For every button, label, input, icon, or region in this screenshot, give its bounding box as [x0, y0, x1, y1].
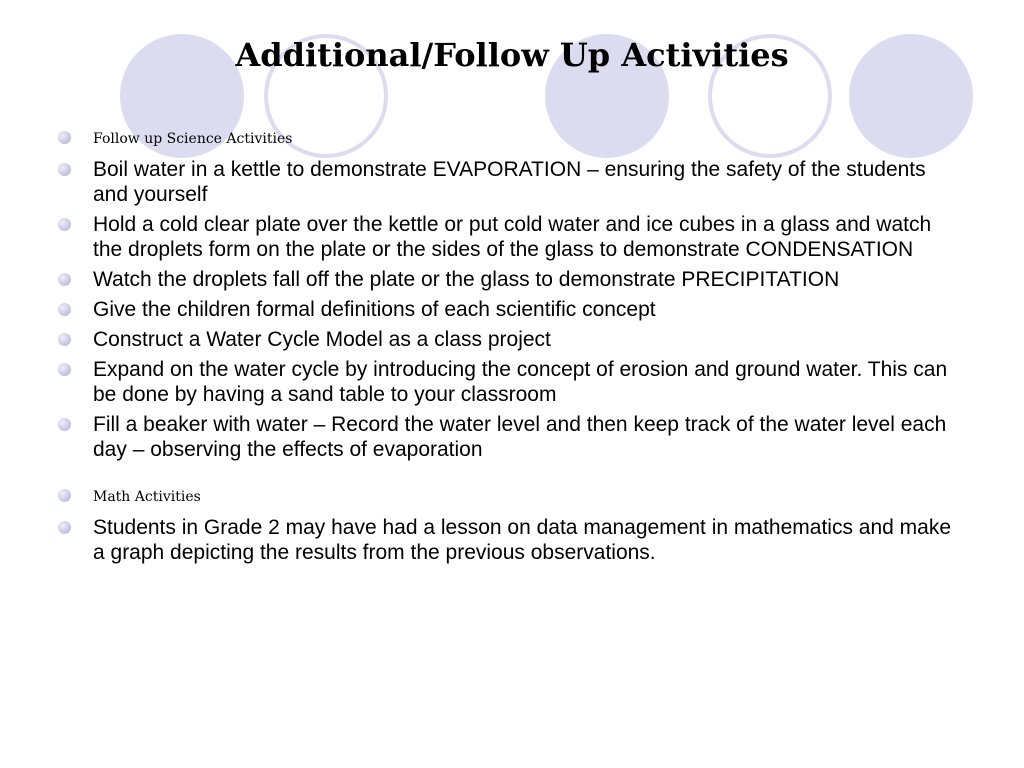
bullet-icon [58, 418, 71, 431]
bullet-text: Hold a cold clear plate over the kettle or put cold water and ice cubes in a glass and watch the droplets form on the plate or the sides of the glass to demonstrate CONDENSATION [93, 213, 932, 261]
bullet-text: Students in Grade 2 may have had a lesson on data management in mathematics and make a graph depicting the results from the previous observations. [93, 516, 952, 564]
bullet-list [56, 130, 966, 570]
bullet-item [56, 412, 966, 462]
bullet-text: Watch the droplets fall off the plate or the glass to demonstrate PRECIPITATION [93, 268, 840, 291]
bullet-icon [58, 333, 71, 346]
bullet-item [56, 515, 966, 565]
bullet-item [56, 157, 966, 207]
bullet-icon [58, 521, 71, 534]
bullet-icon [58, 303, 71, 316]
bullet-item [56, 267, 966, 292]
bullet-item-math-heading [56, 488, 966, 506]
slide-title: Additional/Follow Up Activities [235, 36, 789, 74]
bullet-item [56, 327, 966, 352]
bullet-text: Boil water in a kettle to demonstrate EVAPORATION – ensuring the safety of the students and yourself [93, 158, 926, 206]
bullet-text: Expand on the water cycle by introducing the concept of erosion and ground water. This can be done by having a sand table to your classroom [93, 358, 948, 406]
bullet-item [56, 297, 966, 322]
bullet-item [56, 212, 966, 262]
bullet-icon [58, 163, 71, 176]
bullet-item-science-heading [56, 130, 966, 148]
bullet-text: Math Activities [93, 489, 201, 505]
bullet-icon [58, 131, 71, 144]
bullet-item [56, 357, 966, 407]
bullet-icon [58, 363, 71, 376]
bullet-text: Follow up Science Activities [93, 131, 293, 147]
bullet-icon [58, 273, 71, 286]
bullet-text: Give the children formal definitions of each scientific concept [93, 298, 656, 321]
bullet-icon [58, 218, 71, 231]
bullet-text: Construct a Water Cycle Model as a class project [93, 328, 551, 351]
bullet-text: Fill a beaker with water – Record the water level and then keep track of the water level each day – observing the effects of evaporation [93, 413, 947, 461]
bullet-icon [58, 489, 71, 502]
